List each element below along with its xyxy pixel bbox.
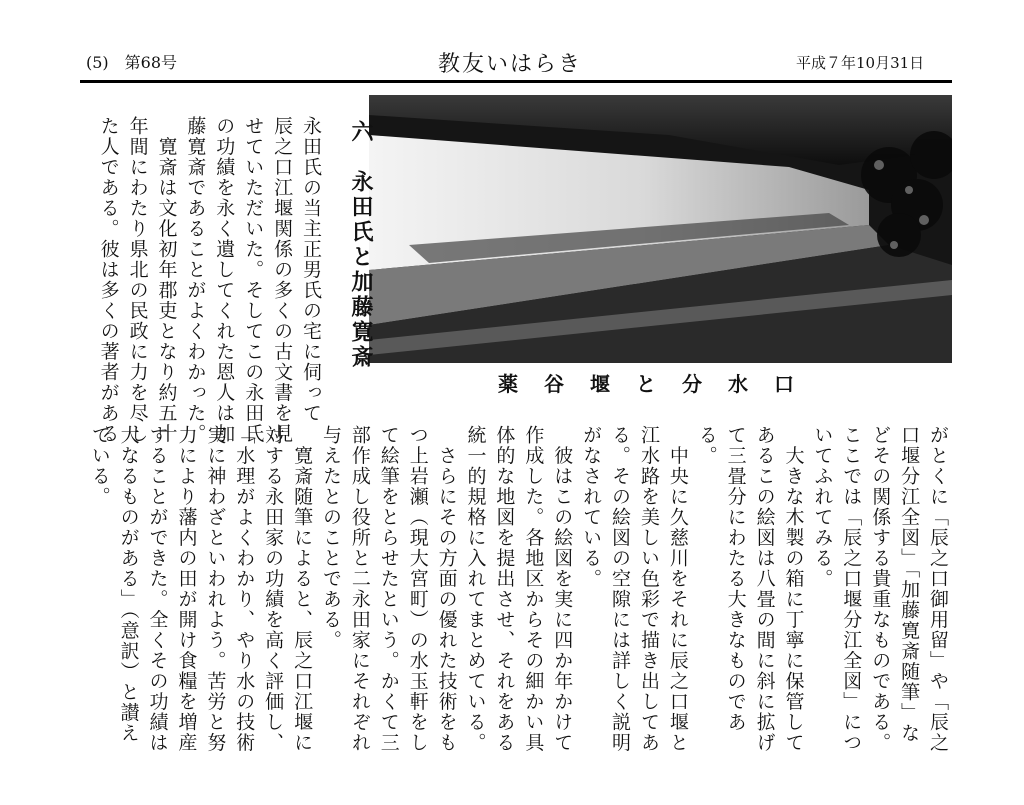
left-text-block [80,116,325,444]
text-column: つ上岩瀬（現大宮町）の水玉軒をし [406,425,429,753]
text-column: 部作成し役所と二永田家にそれぞれ [348,425,371,753]
text-column: 大きな木製の箱に丁寧に保管して [782,425,805,753]
weir-photo-image [369,95,952,363]
text-column: 与えたとのことである。 [319,425,342,651]
text-column: 作成した。各地区からその細かい具 [522,425,545,753]
text-column: の功績を永く遺してくれた恩人は加 [213,116,236,444]
text-column: あるこの絵図は八畳の間に斜に拡げ [753,425,776,753]
bottom-text-block [80,425,952,765]
text-column: 口堰分江全図」「加藤寛斎随筆」な [898,425,921,744]
text-column: がとくに「辰之口御用留」や「辰之 [927,425,949,753]
text-column: ここでは「辰之口堰分江全図」につ [840,425,863,753]
photo-caption: 薬谷堰と分水口 [498,372,820,396]
header-rule [80,80,952,83]
text-column: がなされている。 [580,425,603,589]
text-column: することができた。全くその功績は [146,425,169,753]
text-column: ている。 [88,425,111,507]
text-column: て三畳分にわたる大きなものであ [724,425,747,733]
text-column: いてふれてみる。 [811,425,834,589]
text-column: る。 [695,425,718,466]
text-column: 大なるものがある」（意訳）と讃え [117,425,140,744]
text-column: る。その絵図の空隙には詳しく説明 [609,425,632,753]
text-column: さらにその方面の優れた技術をも [435,425,458,753]
text-column: 力により藩内の田が開け食糧を増産 [175,425,198,753]
text-column: 中央に久慈川をそれに辰之口堰と [666,425,689,753]
text-column: て絵筆をとらせたという。かくて三 [377,425,400,753]
text-column: 江水路を美しい色彩で描き出してあ [637,425,660,753]
weir-photo [369,95,952,363]
text-column: 対する永田家の功績を高く評価し、 [262,425,285,753]
text-column: た人である。彼は多くの著者がある [97,116,120,444]
text-column: 永田氏の当主正男氏の宅に伺って [300,116,322,424]
text-column: 実に神わざといわれよう。苦労と努 [204,425,227,753]
text-column: 藤寛斎であることがよくわかった。 [184,116,207,444]
text-column: 「水理がよくわかり、やり水の技術 [233,425,256,753]
section-heading: 六 永田氏と加藤寛斎 [348,120,373,370]
text-column: せていただいた。そしてこの永田氏 [242,116,265,444]
text-column: 寛斎随筆によると、辰之口江堰に [291,425,314,753]
text-column: 辰之口江堰関係の多くの古文書を見 [271,116,294,444]
text-column: 体的な地図を提出させ、それをある [493,425,516,753]
newsletter-title: 教友いはらき [438,52,583,77]
text-column: 年間にわたり県北の民政に力を尽し [126,116,149,444]
text-column: 統一的規格に入れてまとめている。 [464,425,487,753]
publication-date: 平成７年10月31日 [796,54,925,72]
issue-number: (5) 第68号 [86,53,178,72]
text-column: 寛斎は文化初年郡吏となり約五十 [155,116,178,444]
text-column: どその関係する貴重なものである。 [869,425,892,753]
text-column: 彼はこの絵図を実に四か年かけて [551,425,574,753]
